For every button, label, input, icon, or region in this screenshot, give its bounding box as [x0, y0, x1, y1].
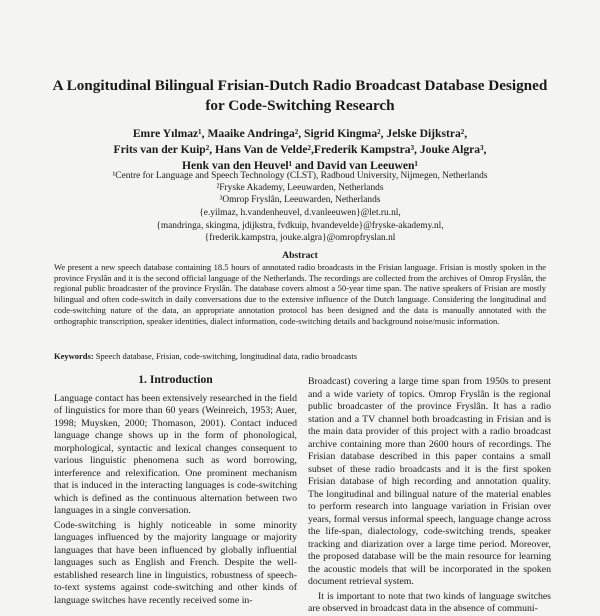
email-line-2: {mandringa, skingma, jdijkstra, fvdkuip, hvandevelde}@fryske-akademy.nl, [156, 220, 444, 231]
left-column [54, 372, 297, 607]
section-heading-introduction: 1. Introduction [138, 373, 213, 386]
email-list [40, 207, 560, 245]
affiliation-3: ³Omrop Fryslân, Leeuwarden, Netherlands [219, 195, 381, 205]
abstract-text: We present a new speech database containing 18.5 hours of annotated radio broadcasts in the Frisian language. Frisian is mostly spoken in the province Fryslân and it is the second official language of the Netherlands. The recordings are collected from the archives of Omrop Fryslân, the regional public broadcaster of the province Fryslân. The database covers almost a 50-year time span. The native speakers of Frisian are mostly bilingual and often code-switch in daily conversations due to the extensive influence of the Dutch language. Considering the longitudinal and code-switching nature of the data, an appropriate annotation protocol has been designed and the data is manually annotated with the orthographic transcription, speaker identities, dialect information, code-switching details and background noise/music information. [54, 262, 546, 326]
right-column [308, 376, 551, 616]
author-list [40, 126, 560, 174]
affiliation-1: ¹Centre for Language and Speech Technology (CLST), Radboud University, Nijmegen, Netherlands [112, 171, 488, 181]
right-paragraph-1: Broadcast) covering a large time span from 1950s to present and a wide variety of topics. Omrop Fryslân is the regional public broadcaster of the province Fryslân. It has a radio station and a TV channel both broadcasting in Frisian and is the main data provider of this project with a radio broadcast archive containing more than 2600 hours of recordings. The Frisian database described in this paper contains a small subset of these radio broadcasts and it is the first spoken Frisian database of high recording and annotation quality. The longitudinal and bilingual nature of the material enables to perform research into language variation in Frisian over years, formal versus informal speech, language change across the life-span, dialectology, code-switching trends, speaker tracking and diarization over a large time period. Moreover, the proposed database will be the main resource for learning the acoustic models that will be incorporated in the spoken document retrieval system. [308, 376, 551, 587]
paper-title [40, 76, 560, 116]
authors-line-2: Frits van der Kuip², Hans Van de Velde²,Frederik Kampstra³, Jouke Algra³, [113, 143, 487, 156]
intro-paragraph-2: Code-switching is highly noticeable in some minority languages influenced by the majority language or majority languages that have been influenced by globally influential languages such as English and French. Despite the well-established research line in linguistics, robustness of speech-to-text systems against code-switching and other kinds of language switches have recently received some in- [54, 519, 297, 606]
keywords [54, 351, 546, 362]
intro-paragraph-1: Language contact has been extensively researched in the field of linguistics for more than 60 years (Weinreich, 1953; Auer, 1998; Muysken, 2000; Thomason, 2001). Contact induced language change shows up in the form of phonological, morphological, syntactic and lexical changes consequent to various linguistic phenomena such as word borrowing, interference and relexification. One prominent mechanism that is induced in the interacting languages is code-switching which is defined as the continuous alternation between two languages in a single conversation. [54, 392, 297, 516]
affiliations [40, 170, 560, 206]
authors-line-3: Henk van den Heuvel¹ and David van Leeuwen¹ [182, 159, 418, 172]
email-line-3: {frederik.kampstra, jouke.algra}@omropfryslan.nl [204, 233, 396, 243]
abstract-heading: Abstract [282, 250, 318, 261]
right-paragraph-2: It is important to note that two kinds of language switches are observed in broadcast data in the absence of communi- [308, 590, 551, 614]
title-line-2: for Code-Switching Research [205, 97, 395, 114]
authors-line-1: Emre Yılmaz¹, Maaike Andringa², Sigrid Kingma², Jelske Dijkstra², [132, 127, 468, 140]
keywords-label: Keywords: [54, 351, 94, 361]
affiliation-2: ²Fryske Akademy, Leeuwarden, Netherlands [216, 183, 384, 193]
title-line-1: A Longitudinal Bilingual Frisian-Dutch Radio Broadcast Database Designed [52, 77, 548, 94]
email-line-1: {e.yilmaz, h.vandenheuvel, d.vanleeuwen}@let.ru.nl, [199, 208, 401, 218]
keywords-text: Speech database, Frisian, code-switching, longitudinal data, radio broadcasts [95, 351, 358, 361]
